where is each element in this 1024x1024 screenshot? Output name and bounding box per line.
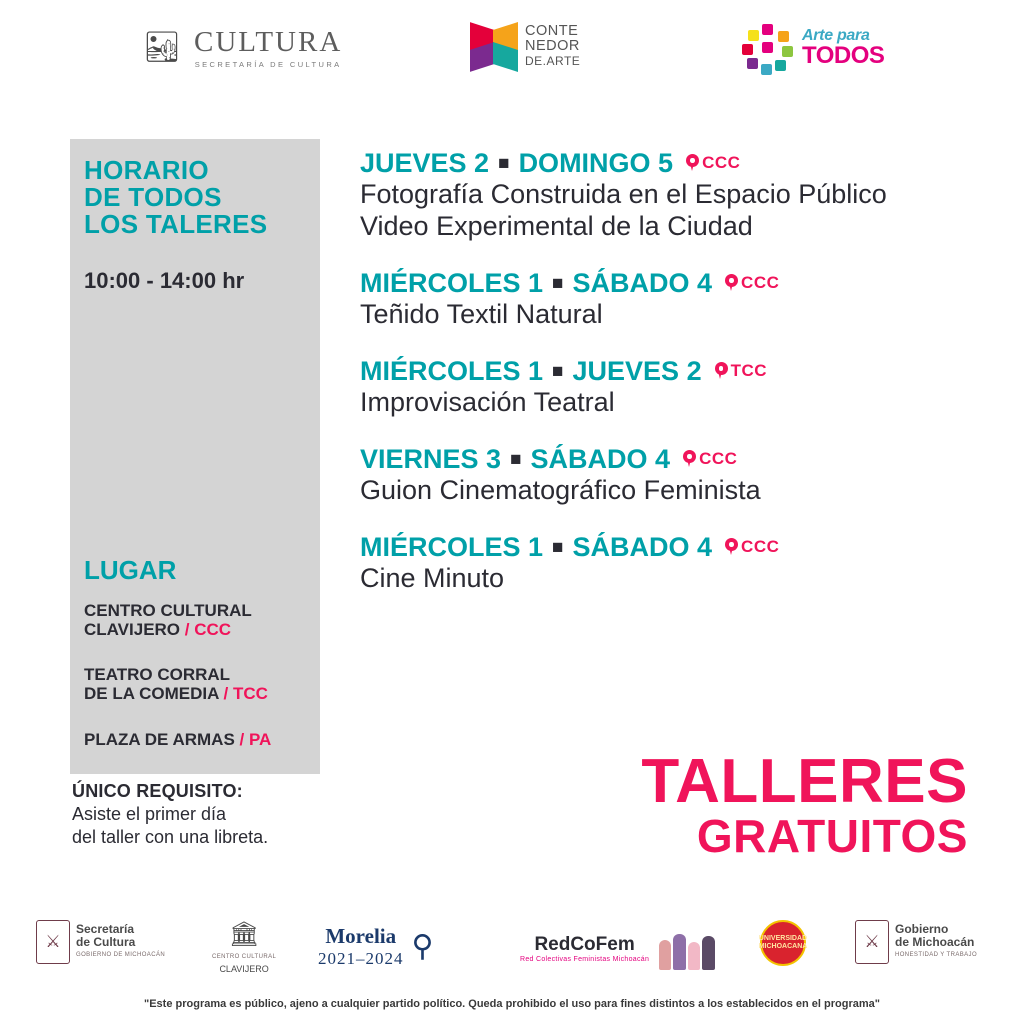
- footer-logo-line-1: Morelia: [325, 924, 397, 948]
- workshop-venue: [725, 532, 779, 562]
- venue-name-line-1: TEATRO CORRAL: [84, 665, 231, 684]
- workshop-title: Guion Cinematográfico Feminista: [360, 475, 761, 505]
- legal-disclaimer: "Este programa es público, ajeno a cualquier partido político. Queda prohibido el uso para fines distintos a los establecidos en el programa": [144, 998, 880, 1010]
- crest-icon: ⚔: [855, 920, 889, 964]
- workshop-day-from: MIÉRCOLES 1: [360, 532, 544, 562]
- footer-logo-line-3: HONESTIDAD Y TRABAJO: [895, 952, 978, 958]
- promo-line-2: GRATUITOS: [696, 810, 968, 862]
- schedule-title-line-3: LOS TALERES: [84, 209, 268, 239]
- workshop-venue-code: TCC: [730, 361, 768, 380]
- cultura-subtitle: SECRETARÍA DE CULTURA: [194, 60, 342, 69]
- workshop-title: Video Experimental de la Ciudad: [360, 211, 753, 241]
- workshop-item: [360, 268, 1000, 330]
- workshop-venue-code: CCC: [741, 273, 780, 292]
- workshop-venue: [715, 356, 767, 386]
- burst-icon: [742, 22, 794, 74]
- workshop-dates: [360, 268, 1000, 298]
- date-separator-icon: ■: [552, 272, 564, 294]
- cultura-wordmark: CULTURA: [194, 26, 343, 58]
- footer-logo-line-3: GOBIERNO DE MICHOACÁN: [76, 952, 166, 958]
- workshop-item: [360, 148, 1000, 242]
- venue-code: / TCC: [223, 684, 268, 703]
- workshop-title: Improvisación Teatral: [360, 387, 615, 417]
- footer-logo-sello-universidad: [760, 920, 806, 966]
- workshop-day-to: JUEVES 2: [572, 356, 702, 386]
- workshop-title: Teñido Textil Natural: [360, 299, 603, 329]
- venue-item: [84, 730, 271, 749]
- promo-block: [641, 747, 968, 862]
- venue-code: / PA: [239, 730, 272, 749]
- workshop-dates: [360, 444, 1000, 474]
- footer-logo-line-2: de Michoacán: [895, 935, 975, 949]
- workshop-venue: [725, 268, 779, 298]
- date-separator-icon: ■: [552, 360, 564, 382]
- workshop-title: Fotografía Construida en el Espacio Público: [360, 179, 887, 209]
- morelia-shield-icon: ⚲: [411, 930, 434, 963]
- workshop-day-to: SÁBADO 4: [530, 444, 671, 474]
- workshop-day-to: DOMINGO 5: [518, 148, 674, 178]
- contenedor-line-2: NEDOR: [525, 37, 580, 54]
- workshop-day-from: VIERNES 3: [360, 444, 502, 474]
- footer-logo-centro-cultural-clavijero: [212, 920, 276, 975]
- workshop-day-from: JUEVES 2: [360, 148, 490, 178]
- location-pin-icon: [725, 538, 738, 556]
- contenedor-line-1: CONTE: [525, 22, 579, 39]
- footer-logo-redcofem: [520, 926, 715, 970]
- venue-name-line-1: CENTRO CULTURAL: [84, 601, 252, 620]
- women-group-icon: [659, 926, 715, 970]
- workshop-day-to: SÁBADO 4: [572, 532, 713, 562]
- workshop-venue-code: CCC: [699, 449, 738, 468]
- location-pin-icon: [686, 154, 699, 172]
- schedule-title-line-1: HORARIO: [84, 155, 209, 185]
- workshop-title: Cine Minuto: [360, 563, 505, 593]
- workshop-item: [360, 356, 1000, 418]
- footer-logo-line-1: CENTRO CULTURAL: [212, 954, 277, 960]
- workshop-venue: [686, 148, 740, 178]
- footer-logo-line-2: CLAVIJERO: [219, 964, 269, 974]
- date-separator-icon: ■: [552, 536, 564, 558]
- date-separator-icon: ■: [510, 448, 522, 470]
- footer-logo-bar: [0, 908, 1024, 980]
- schedule-title: [84, 157, 267, 238]
- requirement-heading: ÚNICO REQUISITO:: [72, 781, 243, 801]
- footer-logo-line-1: Secretaría: [76, 922, 135, 936]
- cube-icon: [470, 22, 518, 70]
- location-pin-icon: [725, 274, 738, 292]
- footer-logo-morelia: [318, 924, 433, 969]
- requirement-line-1: Asiste el primer día: [72, 804, 227, 824]
- logo-contenedor-de-arte: [470, 22, 580, 70]
- workshop-item: [360, 444, 1000, 506]
- location-pin-icon: [683, 450, 696, 468]
- building-icon: 🏛: [228, 921, 260, 948]
- workshop-day-from: MIÉRCOLES 1: [360, 356, 544, 386]
- workshop-item: [360, 532, 1000, 594]
- workshop-venue-code: CCC: [702, 153, 741, 172]
- workshop-dates: [360, 532, 1000, 562]
- contenedor-line-3: DE.ARTE: [525, 53, 581, 68]
- workshop-day-to: SÁBADO 4: [572, 268, 713, 298]
- workshop-day-from: MIÉRCOLES 1: [360, 268, 544, 298]
- requirement-block: [72, 780, 268, 849]
- workshop-dates: [360, 356, 1000, 386]
- venue-code: / CCC: [184, 620, 232, 639]
- workshop-venue: [683, 444, 737, 474]
- eagle-emblem-icon: 🏜: [142, 30, 182, 64]
- footer-logo-line-1: UNIVERSIDAD MICHOACANA: [758, 935, 808, 950]
- venue-name-line-1: PLAZA DE ARMAS: [84, 730, 235, 749]
- header-logo-bar: [0, 0, 1024, 108]
- arte-line-1: Arte para: [802, 27, 870, 44]
- footer-logo-line-1: RedCoFem: [534, 933, 635, 955]
- promo-line-1: TALLERES: [641, 747, 968, 816]
- footer-logo-line-2: Red Colectivas Feministas Michoacán: [520, 955, 650, 963]
- venue-name-line-2: CLAVIJERO: [84, 620, 181, 639]
- seal-icon: [760, 920, 806, 966]
- workshop-dates: [360, 148, 1000, 178]
- logo-cultura: [138, 26, 342, 69]
- workshop-venue-code: CCC: [741, 537, 780, 556]
- footer-logo-line-2: 2021–2024: [318, 949, 404, 968]
- schedule-title-line-2: DE TODOS: [84, 182, 222, 212]
- crest-icon: ⚔: [36, 920, 70, 964]
- venue-name-line-2: DE LA COMEDIA: [84, 684, 219, 703]
- footer-logo-secretaria-cultura-michoacan: [36, 920, 165, 964]
- footer-logo-line-2: de Cultura: [76, 935, 136, 949]
- footer-logo-line-1: Gobierno: [895, 922, 949, 936]
- workshop-list: [360, 148, 1000, 620]
- date-separator-icon: ■: [498, 152, 510, 174]
- requirement-line-2: del taller con una libreta.: [72, 827, 269, 847]
- schedule-hours: 10:00 - 14:00 hr: [84, 268, 245, 293]
- place-title: LUGAR: [84, 555, 177, 585]
- venue-item: [84, 601, 252, 639]
- venue-item: [84, 665, 268, 703]
- location-pin-icon: [715, 362, 728, 380]
- footer-logo-gobierno-michoacan: [855, 920, 977, 964]
- arte-line-2: TODOS: [802, 42, 885, 69]
- logo-arte-para-todos: [742, 22, 884, 74]
